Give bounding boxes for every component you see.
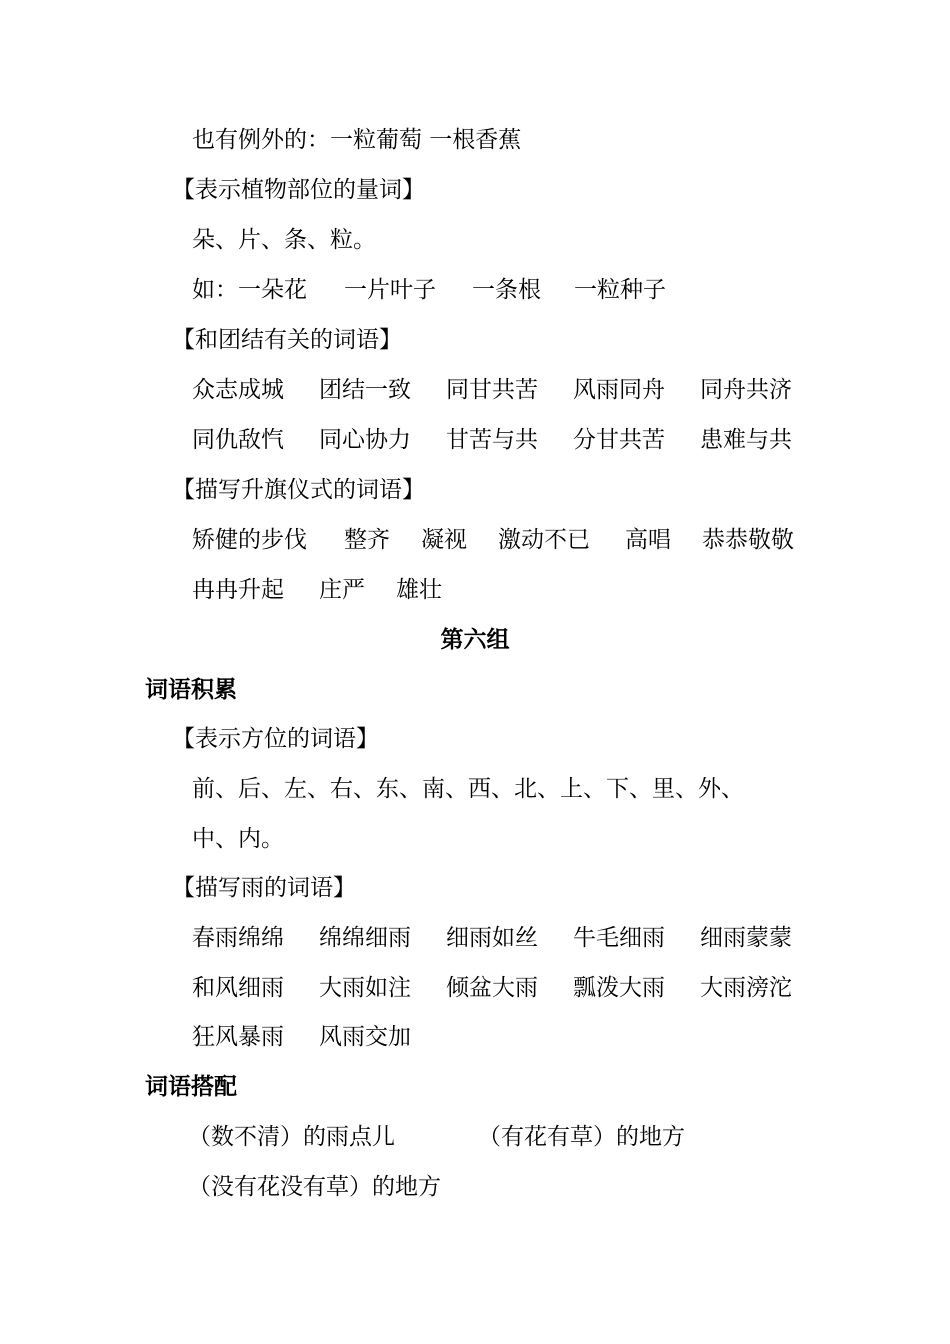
word-item: 矫健的步伐 <box>192 527 307 553</box>
word-item: 团结一致 <box>319 377 411 403</box>
example-item: 如：一朵花 <box>192 277 307 303</box>
direction-heading: 【表示方位的词语】 <box>172 726 379 752</box>
flag-row-1 <box>192 525 794 555</box>
word-item: 高唱 <box>625 527 671 553</box>
group-title: 第六组 <box>440 627 510 653</box>
rain-heading: 【描写雨的词语】 <box>172 875 356 901</box>
word-item: 大雨滂沱 <box>700 975 792 1001</box>
unity-row-1 <box>192 375 792 405</box>
collocation-row-2: （没有花没有草）的地方 <box>188 1174 441 1200</box>
example-item: 一条根 <box>472 277 541 303</box>
word-item: 牛毛细雨 <box>573 925 665 951</box>
plant-measure-heading: 【表示植物部位的量词】 <box>172 177 425 203</box>
rain-row-2 <box>192 973 792 1003</box>
word-item: 狂风暴雨 <box>192 1024 284 1050</box>
rain-row-3 <box>192 1022 411 1052</box>
word-item: 同甘共苦 <box>446 377 538 403</box>
direction-line-1: 前、后、左、右、东、南、西、北、上、下、里、外、 <box>192 776 744 802</box>
word-item: 春雨绵绵 <box>192 925 284 951</box>
direction-line-2: 中、内。 <box>192 826 284 852</box>
unity-heading: 【和团结有关的词语】 <box>172 327 402 353</box>
word-item: 冉冉升起 <box>192 577 284 603</box>
word-item: 雄壮 <box>396 577 442 603</box>
exception-line: 也有例外的：一粒葡萄 一根香蕉 <box>192 127 522 153</box>
word-item: 患难与共 <box>700 427 792 453</box>
example-item: 一片叶子 <box>344 277 436 303</box>
word-item: 甘苦与共 <box>446 427 538 453</box>
collocation-item: （数不清）的雨点儿 <box>188 1124 395 1150</box>
word-item: 整齐 <box>344 527 390 553</box>
collocation-item: （有花有草）的地方 <box>478 1124 685 1150</box>
word-item: 同仇敌忾 <box>192 427 284 453</box>
example-item: 一粒种子 <box>574 277 666 303</box>
vocab-heading: 词语积累 <box>145 677 237 703</box>
word-item: 恭恭敬敬 <box>702 527 794 553</box>
unity-row-2 <box>192 425 792 455</box>
word-item: 凝视 <box>421 527 467 553</box>
word-item: 庄严 <box>319 577 365 603</box>
flag-row-2 <box>192 575 442 605</box>
plant-measure-words: 朵、片、条、粒。 <box>192 227 376 253</box>
collocation-heading: 词语搭配 <box>145 1074 237 1100</box>
word-item: 绵绵细雨 <box>319 925 411 951</box>
word-item: 倾盆大雨 <box>446 975 538 1001</box>
word-item: 分甘共苦 <box>573 427 665 453</box>
flag-ceremony-heading: 【描写升旗仪式的词语】 <box>172 477 425 503</box>
word-item: 细雨如丝 <box>446 925 538 951</box>
word-item: 同心协力 <box>319 427 411 453</box>
word-item: 同舟共济 <box>700 377 792 403</box>
collocation-row-1 <box>188 1122 685 1152</box>
word-item: 风雨同舟 <box>573 377 665 403</box>
word-item: 瓢泼大雨 <box>573 975 665 1001</box>
word-item: 风雨交加 <box>319 1024 411 1050</box>
plant-measure-examples <box>192 275 666 305</box>
word-item: 众志成城 <box>192 377 284 403</box>
rain-row-1 <box>192 923 792 953</box>
word-item: 和风细雨 <box>192 975 284 1001</box>
word-item: 细雨蒙蒙 <box>700 925 792 951</box>
word-item: 激动不已 <box>498 527 590 553</box>
word-item: 大雨如注 <box>319 975 411 1001</box>
